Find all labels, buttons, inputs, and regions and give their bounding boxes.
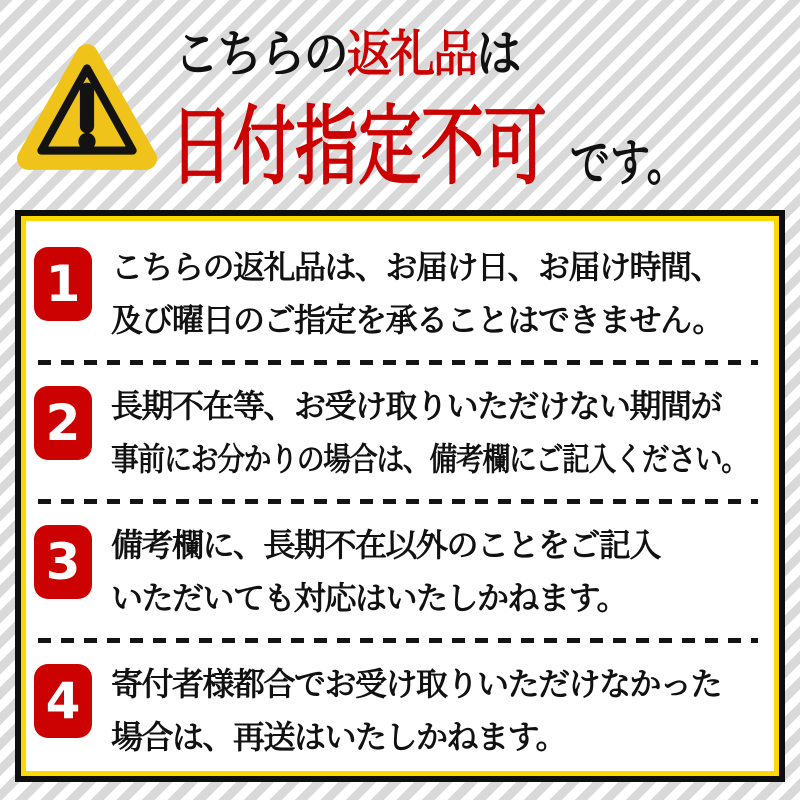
dashed-separator bbox=[38, 360, 758, 365]
item-1-line1: こちらの返礼品は、お届け日、お届け時間、 bbox=[111, 248, 722, 286]
notice-box-content bbox=[26, 221, 774, 771]
headline-suffix: です。 bbox=[570, 134, 687, 192]
item-number-badge-3: 3 bbox=[34, 525, 92, 599]
header-line1 bbox=[174, 27, 520, 82]
item-text-2 bbox=[111, 380, 764, 486]
item-text-3 bbox=[111, 519, 764, 625]
warning-triangle-icon bbox=[16, 36, 158, 184]
headline-no-date-designation: 日付指定不可 bbox=[170, 97, 547, 197]
item-text-4 bbox=[111, 658, 764, 764]
item-text-1 bbox=[111, 241, 764, 347]
item-number-badge-4: 4 bbox=[34, 664, 92, 738]
item-3-line2: いただいても対応はいたしかねます。 bbox=[111, 579, 627, 617]
item-number-badge-2: 2 bbox=[34, 386, 92, 460]
item-4-line1: 寄付者様都合でお受け取りいただけなかった bbox=[111, 665, 722, 703]
notice-box bbox=[15, 210, 785, 782]
header-line1-suffix: は bbox=[476, 25, 520, 83]
item-3-line1: 備考欄に、長期不在以外のことをご記入 bbox=[111, 526, 661, 564]
notice-item-1 bbox=[34, 241, 764, 347]
header-line2 bbox=[170, 97, 790, 200]
notice-item-2 bbox=[34, 380, 764, 486]
item-4-line2: 場合は、再送はいたしかねます。 bbox=[111, 718, 566, 756]
notice-item-3 bbox=[34, 519, 764, 625]
header-line1-prefix: こちらの bbox=[174, 25, 347, 83]
item-number-badge-1: 1 bbox=[34, 247, 92, 321]
item-2-line1: 長期不在等、お受け取りいただけない期間が bbox=[111, 387, 722, 425]
item-2-line2: 事前にお分かりの場合は、備考欄にご記入ください。 bbox=[111, 440, 748, 478]
header-line1-highlight: 返礼品 bbox=[346, 25, 477, 83]
dashed-separator bbox=[38, 499, 758, 504]
item-1-line2: 及び曜日のご指定を承ることはできません。 bbox=[111, 301, 723, 339]
notice-item-4 bbox=[34, 658, 764, 764]
dashed-separator bbox=[38, 638, 758, 643]
